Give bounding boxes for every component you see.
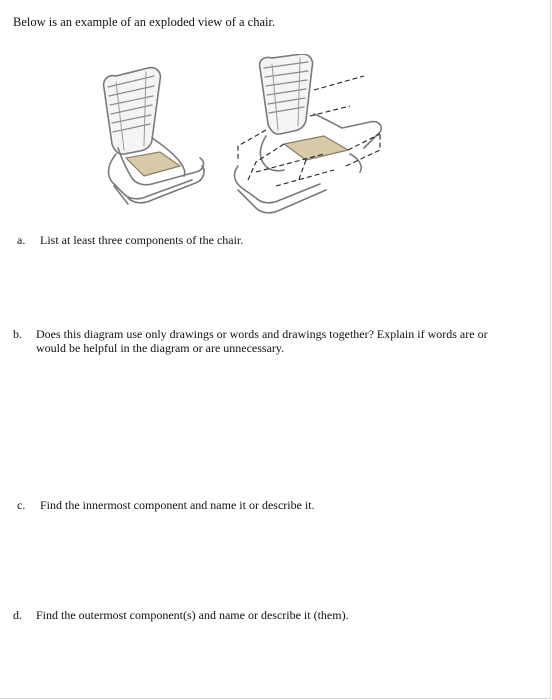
chair-illustration xyxy=(88,54,398,216)
question-d-text: Find the outermost component(s) and name or describe it (them). xyxy=(36,608,349,622)
question-d-label: d. xyxy=(13,608,22,622)
question-c-label: c. xyxy=(17,498,26,512)
exploded-chair xyxy=(235,54,382,213)
question-b-label: b. xyxy=(13,327,22,341)
assembled-chair xyxy=(104,68,204,204)
intro-text: Below is an example of an exploded view of a chair. xyxy=(13,15,276,29)
question-a-text: List at least three components of the chair. xyxy=(40,233,244,247)
question-c-text: Find the innermost component and name it or describe it. xyxy=(40,498,315,512)
question-a-label: a. xyxy=(17,233,26,247)
chair-exploded-view-figure xyxy=(88,54,398,216)
question-b-text: Does this diagram use only drawings or words and drawings together? Explain if words are or would be helpful in the diagram or are unnecessary. xyxy=(36,327,488,355)
